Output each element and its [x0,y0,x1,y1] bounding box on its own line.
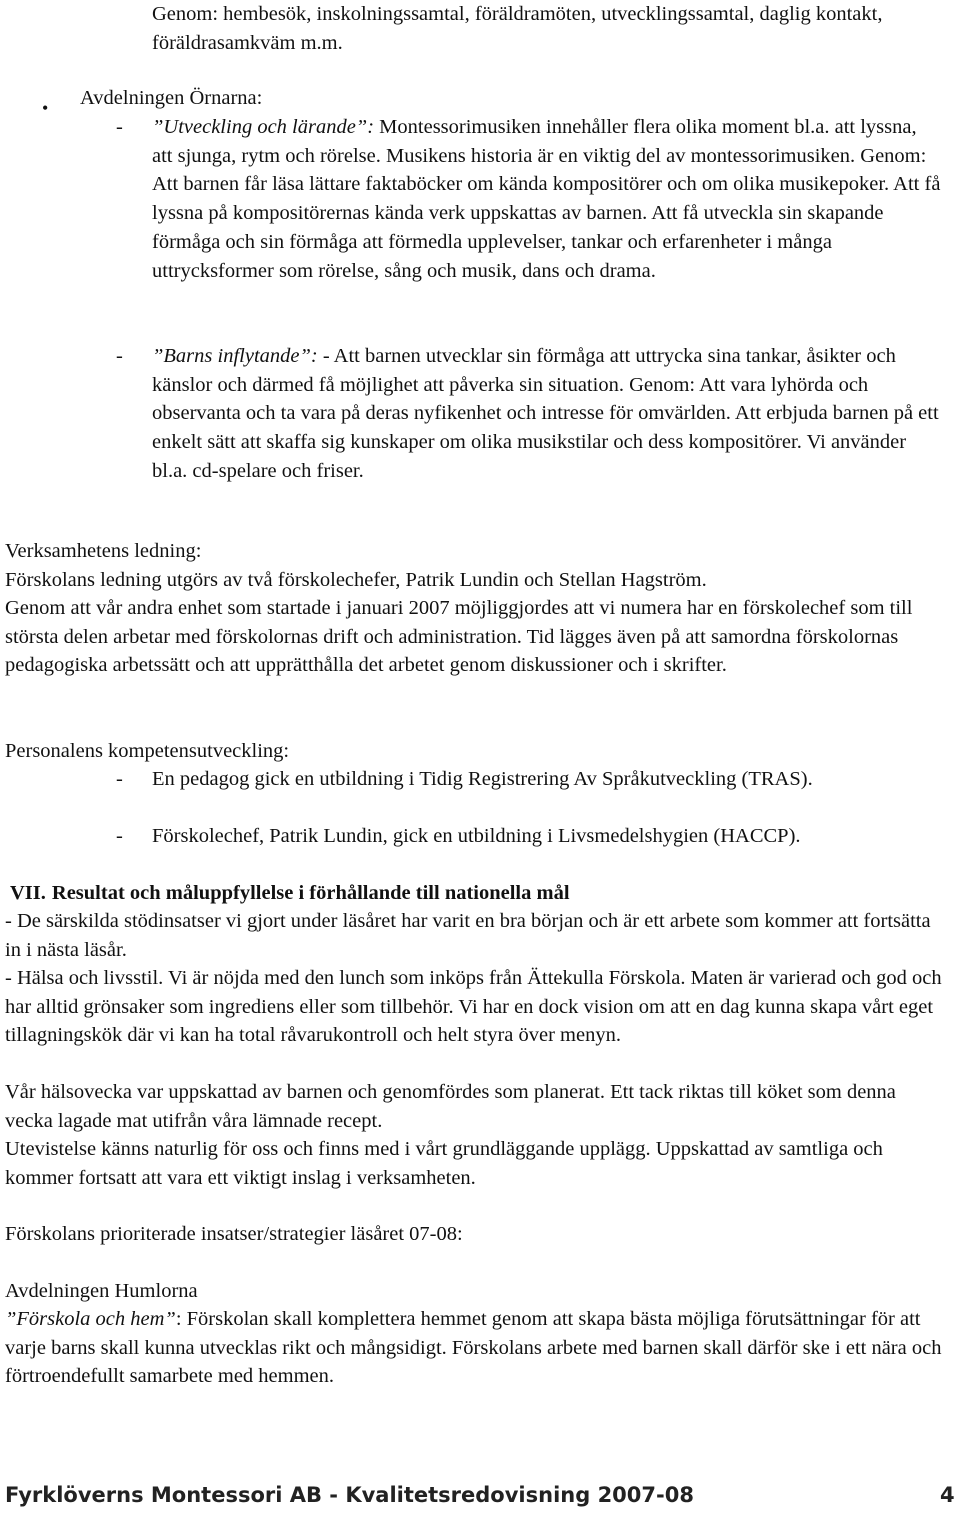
humlorna-title: ”Förskola och hem” [5,1308,176,1330]
ornarna-item-inflytande [152,342,942,486]
prioriterade-heading: Förskolans prioriterade insatser/strategier läsåret 07-08: [5,1223,463,1245]
humlorna-heading: Avdelningen Humlorna [5,1280,198,1302]
list-dash: - [116,768,123,790]
footer-title: Fyrklöverns Montessori AB - Kvalitetsredovisning 2007-08 [5,1483,694,1507]
kompetens-item: En pedagog gick en utbildning i Tidig Registrering Av Språkutveckling (TRAS). [152,768,813,790]
list-dash: - [116,345,123,367]
humlorna-paragraph [5,1305,945,1391]
section-heading [10,879,570,908]
list-dash: - [116,116,123,138]
section-paragraph-1: - De särskilda stödinsatser vi gjort under läsåret har varit en bra början och är ett arbete som kommer att fortsätta in i nästa läsår. [5,910,931,961]
ornarna-item-utveckling [152,113,942,285]
section-title: Resultat och måluppfyllelse i förhållande till nationella mål [51,882,570,904]
ledning-paragraph-2: Genom att vår andra enhet som startade i januari 2007 möjliggjordes att vi numera har en förskolechef som till största delen arbetar med förskolornas drift och administration. Tid lägges även på att samordna förskolornas pedagogiska arbetssätt och att upprätthålla det arbetet genom diskussioner och i skrifter. [5,597,913,677]
humlorna-text: : Förskolan skall komplettera hemmet genom att skapa bästa möjliga förutsättningar för att varje barns skall kunna utvecklas rikt och mångsidigt. Förskolans arbete med barnen skall därför ske i ett nära och förtroendefullt samarbete med hemmen. [5,1308,942,1388]
continuation-paragraph: Genom: hembesök, inskolningssamtal, föräldramöten, utvecklingssamtal, daglig kontakt, föräldrasamkväm m.m. [152,3,883,54]
item-text: - Att barnen utvecklar sin förmåga att uttrycka sina tankar, åsikter och känslor och därmed få möjlighet att påverka sin situation. Genom: Att vara lyhörda och observanta och ta vara på deras nyfikenhet och intresse för omvärlden. Att erbjuda barnen på ett enkelt sätt att skaffa sig kunskaper om olika musikstilar och dess kompositörer. Vi använder bl.a. cd-spelare och friser. [152,345,939,482]
section-number: VII. [10,882,46,904]
bullet-icon: • [42,98,49,118]
section-paragraph-4: Utevistelse känns naturlig för oss och finns med i vårt grundläggande upplägg. Uppskattad av samtliga och kommer fortsatt att vara ett viktigt inslag i verksamheten. [5,1138,883,1189]
ornarna-heading: Avdelningen Örnarna: [80,87,263,109]
kompetens-heading: Personalens kompetensutveckling: [5,740,290,762]
kompetens-item: Förskolechef, Patrik Lundin, gick en utbildning i Livsmedelshygien (HACCP). [152,825,801,847]
ledning-paragraph-1: Förskolans ledning utgörs av två förskolechefer, Patrik Lundin och Stellan Hagström. [5,569,707,591]
section-paragraph-2: - Hälsa och livsstil. Vi är nöjda med den lunch som inköps från Ättekulla Förskola. Maten är varierad och god och har alltid grönsaker som ingrediens eller som tillbehör. Vi har en dock vision om att en dag kunna skapa vårt eget tillagningskök där vi kan ha total råvarukontroll och helt styra över menyn. [5,967,942,1047]
ledning-heading: Verksamhetens ledning: [5,540,202,562]
item-title: ”Utveckling och lärande”: [152,116,375,138]
list-dash: - [116,825,123,847]
item-title: ”Barns inflytande”: [152,345,318,367]
section-paragraph-3: Vår hälsovecka var uppskattad av barnen och genomfördes som planerat. Ett tack riktas till köket som denna vecka lagade mat utifrån våra lämnade recept. [5,1081,896,1132]
item-text: Montessorimusiken innehåller flera olika moment bl.a. att lyssna, att sjunga, rytm och rörelse. Musikens historia är en viktig del av montessorimusiken. Genom: Att barnen får läsa lättare faktaböcker om kända kompositörer och om olika musikepoker. Att få lyssna på kompositörernas kända verk uppskattas av barnen. Att få utveckla sin skapande förmåga och sin förmåga att förmedla upplevelser, tankar och erfarenheter i många uttrycksformer som rörelse, sång och musik, dans och drama. [152,116,941,282]
page-number: 4 [940,1483,955,1507]
